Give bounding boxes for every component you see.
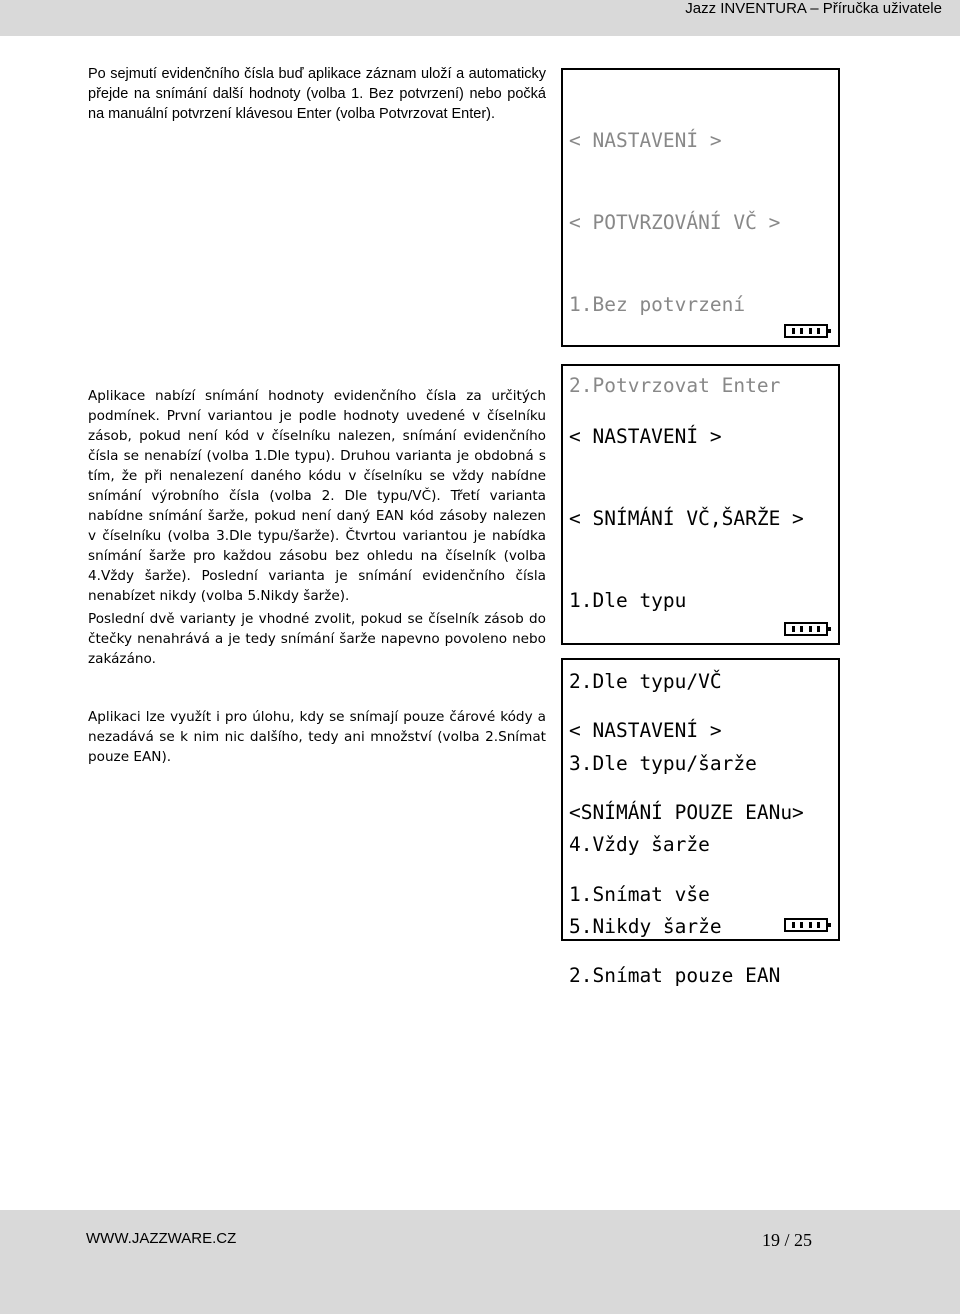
footer-page-number: 19 / 25 xyxy=(762,1230,813,1250)
device-screen-ean-only xyxy=(561,658,840,988)
screen-menu-title: < NASTAVENÍ > xyxy=(569,425,722,449)
screen-submenu-title: < SNÍMÁNÍ VČ,ŠARŽE > xyxy=(569,507,804,530)
screen-option-2: 2.Dle typu/VČ xyxy=(569,670,722,694)
document-title: Jazz INVENTURA – Příručka uživatele xyxy=(685,0,942,17)
screen-option-1: 1.Bez potvrzení xyxy=(569,292,746,316)
paragraph-ean-only: Aplikaci lze využít i pro úlohu, kdy se snímají pouze čárové kódy a nezadává se k nim nic dalšího, tedy ani množství (volba 2.Snímat pouze EAN). xyxy=(88,709,546,765)
screen-option-2: 2.Potvrzovat Enter xyxy=(569,374,781,398)
screen-option-4: 4.Vždy šarže xyxy=(569,833,710,857)
screen-option-5: 5.Nikdy šarže xyxy=(569,914,722,938)
footer-bar xyxy=(0,1210,960,1314)
battery-full-icon xyxy=(784,918,828,932)
footer-website: WWW.JAZZWARE.CZ xyxy=(86,1230,237,1247)
device-screen-confirmation xyxy=(561,68,840,398)
screen-menu-title: < NASTAVENÍ > xyxy=(569,129,722,153)
paragraph-serial-scanning: Aplikace nabízí snímání hodnoty evidenčního čísla za určitých podmínek. První variantou je podle hodnoty uvedené v číselníku zásob, pokud není kód v číselníku nalezen, snímání evidenčního čísla se nenabízí (volba 1.Dle typu). Druhou varianta je obdobná s tím, že při nenalezení daného kódu v číselníku se vždy nabídne snímání výrobního čísla (volba 2. Dle typu/VČ). Třetí varianta nabídne snímání šarže, pokud není daný EAN kód zásoby nalezen v číselníku (volba 3.Dle typu/šarže). Čtvrtou variantou je nabídka snímání šarže pro každou zásobu bez ohledu na číselník (volba 4.Vždy šarže). Poslední varianta je snímání evidenčního čísla nenabízet nikdy (volba 5.Nikdy šarže). xyxy=(88,388,546,604)
screen-option-3: 3.Dle typu/šarže xyxy=(569,751,757,775)
paragraph-last-variants: Poslední dvě varianty je vhodné zvolit, pokud se číselník zásob do čtečky nenahrává a je tedy snímání šarže napevno povoleno nebo zakázáno. xyxy=(88,611,546,667)
battery-full-icon xyxy=(784,622,828,636)
screen-menu-title: < NASTAVENÍ > xyxy=(569,719,722,743)
screen-submenu-title: <SNÍMÁNÍ POUZE EANu> xyxy=(569,801,804,824)
battery-full-icon xyxy=(784,324,828,338)
screen-option-1: 1.Dle typu xyxy=(569,588,687,612)
paragraph-confirmation: Po sejmutí evidenčního čísla buď aplikace záznam uloží a automaticky přejde na snímání další hodnoty (volba 1. Bez potvrzení) nebo počká na manuální potvrzení klávesou Enter (volba Potvrzovat Enter). xyxy=(88,66,546,122)
screen-option-1: 1.Snímat vše xyxy=(569,882,710,906)
screen-option-2: 2.Snímat pouze EAN xyxy=(569,964,781,988)
screen-submenu-title: < POTVRZOVÁNÍ VČ > xyxy=(569,211,781,234)
